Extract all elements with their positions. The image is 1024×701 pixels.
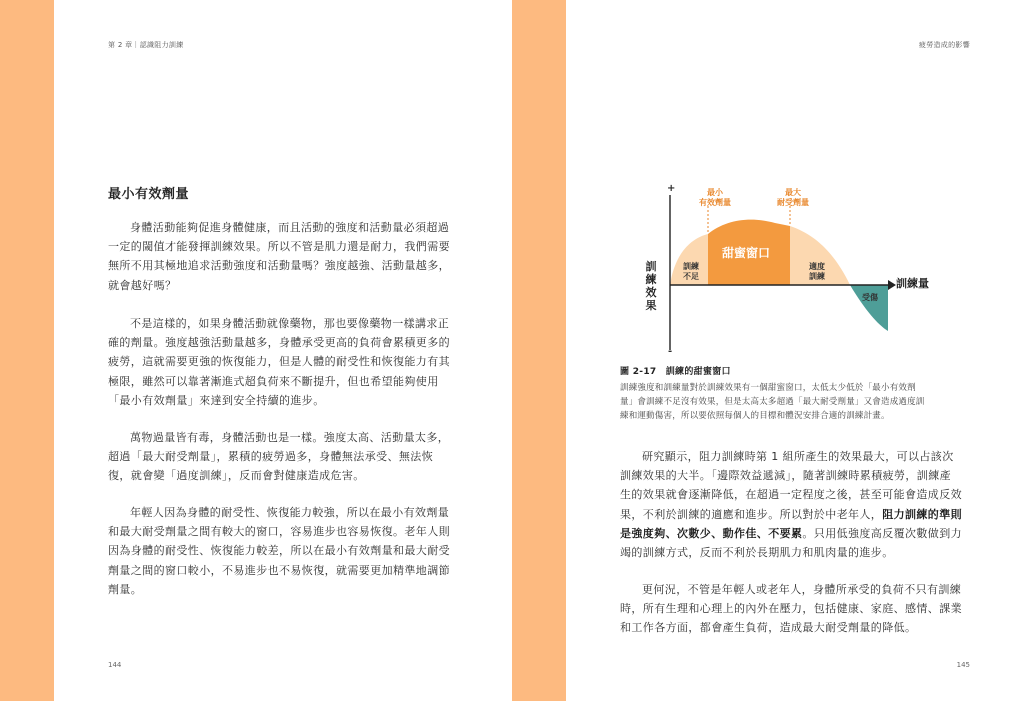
text-line: 確的劑量。強度越強活動量越多，身體承受更高的負荷會累積更多的 bbox=[108, 336, 450, 350]
text-line: 就會越好嗎？ bbox=[108, 278, 177, 292]
left-paragraph-4 bbox=[108, 503, 460, 599]
section-heading: 最小有效劑量 bbox=[108, 187, 190, 202]
text-line: 一定的閾值才能發揮訓練效果。所以不管是肌力還是耐力，我們需要 bbox=[108, 240, 450, 254]
text-line: 時，所有生理和心理上的內外在壓力，包括健康、家庭、感情、課業 bbox=[620, 602, 962, 616]
text-line: 竭的訓練方式，反而不利於長期肌力和肌肉量的進步。 bbox=[620, 546, 894, 560]
text-line: 訓練效果的大半。「邊際效益遞減」，隨著訓練時累積疲勞，訓練產 bbox=[620, 469, 951, 483]
insufficient-label: 訓練 不足 bbox=[683, 262, 699, 281]
text-line: 劑量。 bbox=[108, 582, 143, 596]
text-line: 不是這樣的，如果身體活動就像藥物，那也要像藥物一樣講求正 bbox=[130, 317, 450, 330]
right-running-head: 疲勞造成的影響 bbox=[918, 41, 970, 49]
text-line: 生的效果就會逐漸降低，在超過一定程度之後，甚至可能會造成反效 bbox=[620, 488, 962, 502]
left-paragraph-3 bbox=[108, 428, 460, 486]
text-line: 劑量之間的窗口較小，不易進步也不易恢復，就需要更加精準地調節 bbox=[108, 563, 450, 577]
plus-sign: + bbox=[667, 183, 676, 194]
left-paragraph-1 bbox=[108, 218, 460, 295]
left-paragraph-2 bbox=[108, 314, 460, 410]
text-line: 復，就會變「過度訓練」，反而會對健康造成危害。 bbox=[108, 469, 365, 483]
x-axis-label: 訓練量 bbox=[896, 277, 929, 290]
text-line: 研究顯示，阻力訓練時第 1 組所產生的效果最大，可以占該次 bbox=[642, 450, 954, 463]
min-dose-label: 最小 有效劑量 bbox=[699, 188, 731, 207]
y-axis-label: 訓練效果 bbox=[645, 260, 657, 312]
text-line: 無所不用其極地追求活動強度和活動量嗎？強度越強、活動量越多， bbox=[108, 259, 450, 273]
text-line: 身體活動能夠促進身體健康，而且活動的強度和活動量必須超過 bbox=[130, 221, 450, 234]
appropriate-label: 適度 訓練 bbox=[809, 262, 825, 281]
emphasis-text: 阻力訓練的準則 bbox=[882, 507, 963, 521]
right-page-number: 145 bbox=[956, 661, 970, 669]
caption-line: 訓練強度和訓練量對於訓練效果有一個甜蜜窗口，太低太少低於「最小有效劑 bbox=[620, 383, 916, 393]
text-line: 果，不利於訓練的適應和進步。所以對於中老年人，阻力訓練的準則 bbox=[620, 507, 963, 521]
right-paragraph-1 bbox=[620, 447, 972, 562]
sweet-window-label: 甜蜜窗口 bbox=[722, 246, 771, 260]
caption-line: 練和運動傷害，所以要依照每個人的目標和體況安排合適的訓練計畫。 bbox=[620, 411, 890, 421]
left-margin-band bbox=[0, 0, 54, 701]
text-line: 「最小有效劑量」來達到安全持續的進步。 bbox=[108, 393, 325, 407]
max-dose-label: 最大 耐受劑量 bbox=[777, 188, 809, 207]
text-line: 更何況，不管是年輕人或老年人，身體所承受的負荷不只有訓練 bbox=[642, 583, 962, 596]
gutter-band bbox=[512, 0, 566, 701]
sweet-window-figure bbox=[640, 180, 929, 365]
caption-line: 量」會訓練不足沒有效果，但是太高太多超過「最大耐受劑量」又會造成過度訓 bbox=[620, 397, 925, 407]
text-line: 和最大耐受劑量之間有較大的窗口，容易進步也容易恢復。老年人則 bbox=[108, 525, 450, 539]
text-line: 極限，雖然可以靠著漸進式超負荷來不斷提升，但也希望能夠使用 bbox=[108, 374, 439, 388]
text-line: 超過「最大耐受劑量」，累積的疲勞過多，身體無法承受、無法恢 bbox=[108, 450, 434, 464]
text-line: 是強度夠、次數少、動作佳、不要累。只用低強度高反覆次數做到力 bbox=[620, 526, 963, 540]
injury-area bbox=[850, 285, 888, 331]
right-paragraph-2 bbox=[620, 580, 972, 638]
emphasis-text: 是強度夠、次數少、動作佳、不要累 bbox=[620, 526, 803, 540]
injury-label: 受傷 bbox=[862, 293, 878, 302]
text-line: 和工作各方面，都會產生負荷，造成最大耐受劑量的降低。 bbox=[620, 621, 917, 635]
text-line: 年輕人因為身體的耐受性、恢復能力較強，所以在最小有效劑量 bbox=[130, 506, 450, 519]
x-axis-arrow bbox=[888, 280, 896, 290]
minus-sign: - bbox=[668, 346, 673, 357]
figure-caption-body bbox=[620, 381, 972, 423]
text-line: 疲勞，這就需要更強的恢復能力，但是人體的耐受性和恢復能力有其 bbox=[108, 355, 450, 369]
figure-caption-title: 圖 2-17 訓練的甜蜜窗口 bbox=[620, 367, 731, 377]
text-line: 萬物過量皆有毒，身體活動也是一樣。強度太高、活動量太多， bbox=[130, 431, 450, 444]
left-running-head: 第 2 章｜認識阻力訓練 bbox=[108, 41, 184, 49]
text-line: 因為身體的耐受性、恢復能力較差，所以在最小有效劑量和最大耐受 bbox=[108, 544, 450, 558]
left-page-number: 144 bbox=[108, 661, 122, 669]
